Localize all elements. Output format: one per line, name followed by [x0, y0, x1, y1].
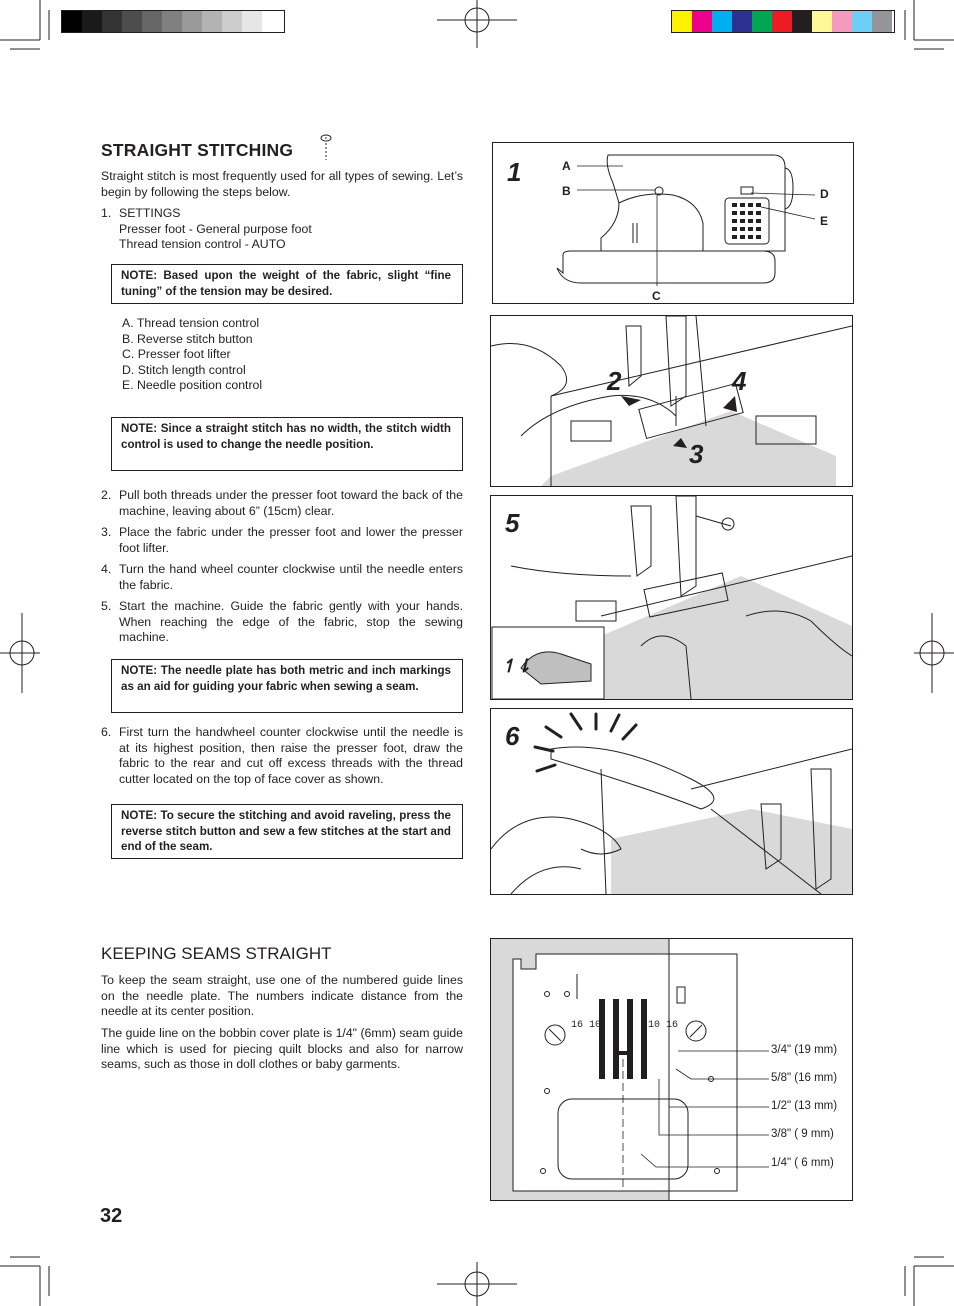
figure-number-4: 4 — [732, 366, 747, 396]
step-number: 5. — [101, 599, 112, 613]
figure-guide-fabric — [490, 495, 853, 700]
presser-foot-illustration — [491, 316, 852, 486]
figure-number: 1 — [507, 157, 522, 187]
thread-cutter-illustration — [491, 709, 852, 894]
seams-paragraph-2: The guide line on the bobbin cover plate is 1/4" (6mm) seam guide line which is used for piecing quilt blocks and also for narrow seams, such as those in doll clothes or baby garments. — [101, 1026, 463, 1072]
figure-thread-cutter — [490, 708, 853, 895]
sewing-machine-illustration — [493, 143, 853, 303]
straight-stitch-icon — [316, 133, 336, 161]
section-title-keeping-seams-straight: KEEPING SEAMS STRAIGHT — [101, 944, 332, 963]
settings-presser-foot: Presser foot - General purpose foot — [119, 221, 312, 236]
settings-thread-tension: Thread tension control - AUTO — [119, 237, 286, 252]
callout-b: B — [562, 184, 571, 198]
step-number: 4. — [101, 562, 112, 576]
note-stitch-width: NOTE: Since a straight stitch has no width, the stitch width control is used to change the needle position. — [111, 417, 463, 471]
step-6 — [101, 725, 463, 787]
step-number: 1. — [101, 206, 112, 220]
figure-needle-plate — [490, 938, 853, 1201]
settings-label: SETTINGS — [119, 206, 181, 220]
note-needle-plate: NOTE: The needle plate has both metric and inch markings as an aid for guiding your fabric when sewing a seam. — [111, 659, 463, 713]
step-number: 6. — [101, 725, 112, 739]
measure-1-2: 1/2" (13 mm) — [771, 1100, 838, 1112]
step-number: 2. — [101, 488, 112, 502]
note-reverse-stitch: NOTE: To secure the stitching and avoid raveling, press the reverse stitch button and sew a few stitches at the start and end of the seam. — [111, 804, 463, 859]
callout-e: E — [820, 214, 829, 228]
figure-number: 5 — [505, 508, 520, 538]
part-d: D. Stitch length control — [122, 362, 246, 377]
part-e: E. Needle position control — [122, 378, 263, 393]
measure-5-8: 5/8" (16 mm) — [771, 1072, 838, 1084]
seams-paragraph-1: To keep the seam straight, use one of the numbered guide lines on the needle plate. The numbers indicate distance from the needle at its center position. — [101, 973, 463, 1019]
figure-number-2: 2 — [607, 366, 622, 396]
step-text: First turn the handwheel counter clockwise until the needle is at its highest position, then raise the presser foot, draw the fabric to the rear and cut off excess threads with the thread cutter located on the top of face cover as shown. — [119, 725, 463, 786]
note-tension: NOTE: Based upon the weight of the fabric, slight “fine tuning” of the tension may be desired. — [111, 264, 463, 304]
step-number: 3. — [101, 525, 112, 539]
step-text: Place the fabric under the presser foot and lower the presser foot lifter. — [119, 525, 463, 555]
measure-3-8: 3/8" ( 9 mm) — [771, 1128, 834, 1140]
figure-machine-overview — [492, 142, 854, 304]
press-pedal-icon: ↿⇂ — [501, 656, 532, 676]
figure-thread-presser-foot — [490, 315, 853, 487]
step-text: Start the machine. Guide the fabric gently with your hands. When reaching the edge of the fabric, stop the sewing machine. — [119, 599, 463, 645]
measure-3-4: 3/4" (19 mm) — [771, 1044, 838, 1056]
step-2 — [101, 488, 463, 519]
section-title-straight-stitching: STRAIGHT STITCHING — [101, 140, 294, 160]
step-text: Pull both threads under the presser foot toward the back of the machine, leaving about 6” (15cm) clear. — [119, 488, 463, 518]
measure-1-4: 1/4" ( 6 mm) — [771, 1157, 834, 1169]
intro-paragraph: Straight stitch is most frequently used for all types of sewing. Let’s begin by following the steps below. — [101, 169, 463, 199]
callout-d: D — [820, 187, 829, 201]
page-number: 32 — [100, 1205, 123, 1227]
part-c: C. Presser foot lifter — [122, 347, 231, 362]
guide-fabric-illustration — [491, 496, 852, 699]
callout-a: A — [562, 159, 571, 173]
figure-number: 6 — [505, 721, 520, 751]
scale-left-metric: 16 10 — [571, 1020, 602, 1031]
scale-right-metric: 10 16 — [648, 1020, 679, 1031]
part-a: A. Thread tension control — [122, 316, 260, 330]
parts-list — [122, 316, 262, 394]
step-5 — [101, 599, 463, 646]
part-b: B. Reverse stitch button — [122, 331, 253, 346]
step-text: Turn the hand wheel counter clockwise until the needle enters the fabric. — [119, 562, 463, 592]
figure-number-3: 3 — [689, 439, 704, 469]
step-4 — [101, 562, 463, 593]
settings-step — [101, 206, 463, 253]
callout-c: C — [652, 289, 661, 303]
step-3 — [101, 525, 463, 556]
